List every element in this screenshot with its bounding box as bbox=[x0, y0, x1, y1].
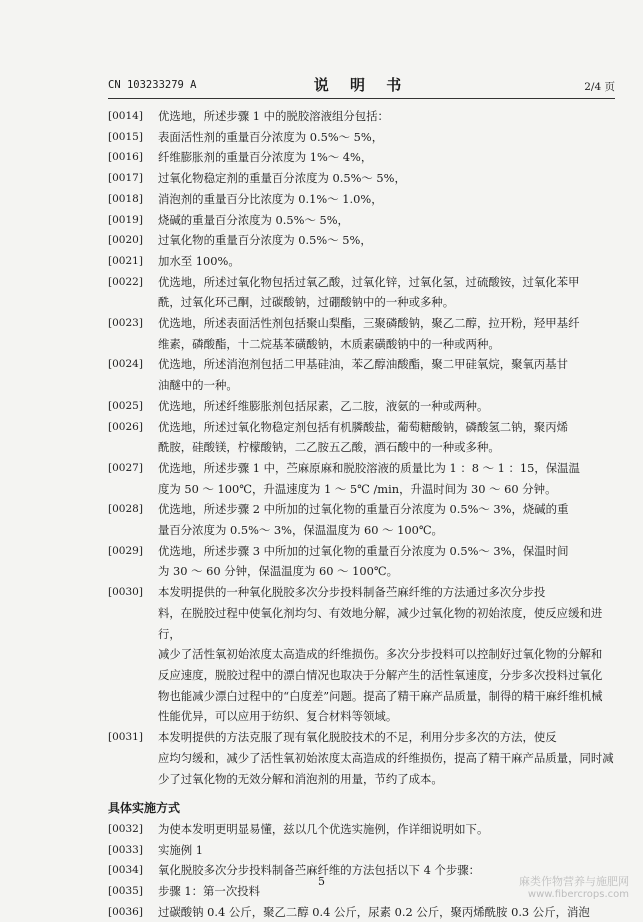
paragraph-text bbox=[158, 541, 615, 582]
text-line: 酰，过氧化环己酮，过碳酸钠，过硼酸钠中的一种或多种。 bbox=[158, 295, 455, 310]
paragraph-number: [0022] bbox=[108, 275, 143, 288]
paragraph bbox=[108, 313, 615, 354]
paragraph bbox=[108, 499, 615, 540]
paragraph-text bbox=[158, 251, 615, 272]
text-line: 少了过氧化物的无效分解和消泡剂的用量，节约了成本。 bbox=[158, 771, 443, 786]
text-line: 过碳酸钠 0.4 公斤，聚乙二醇 0.4 公斤，尿素 0.2 公斤，聚丙烯酰胺 0.3 公斤，消泡 bbox=[158, 904, 590, 919]
text-line: 应均匀缓和，减少了活性氧初始浓度太高造成的纤维损伤，提高了精干麻产品质量，同时减 bbox=[158, 750, 614, 765]
paragraph bbox=[108, 106, 615, 127]
paragraph-number: [0021] bbox=[108, 254, 143, 267]
paragraph bbox=[108, 727, 615, 789]
paragraph bbox=[108, 147, 615, 168]
text-line: 纤维膨胀剂的重量百分浓度为 1%～ 4%， bbox=[158, 150, 373, 165]
paragraph bbox=[108, 541, 615, 582]
text-line: 本发明提供的方法克服了现有氧化脱胶技术的不足，利用分步多次的方法，使反 bbox=[158, 730, 557, 745]
section-heading: 具体实施方式 bbox=[108, 801, 181, 816]
text-line: 度为 50 ～ 100℃，升温速度为 1 ～ 5℃ /min，升温时间为 30 ～ 60 分钟。 bbox=[158, 481, 557, 496]
text-line: 为 30 ～ 60 分钟，保温温度为 60 ～ 100℃。 bbox=[158, 564, 398, 579]
watermark-url: www.fibercrops.com bbox=[527, 889, 629, 900]
paragraph-number: [0030] bbox=[108, 586, 143, 599]
paragraph bbox=[108, 230, 615, 251]
paragraph-number: [0018] bbox=[108, 192, 143, 205]
paragraph-text bbox=[158, 189, 615, 210]
text-line: 减少了活性氧初始浓度太高造成的纤维损伤。多次分步投料可以控制好过氧化物的分解和 bbox=[158, 647, 603, 662]
paragraph-text bbox=[158, 499, 615, 540]
paragraph-text bbox=[158, 168, 615, 189]
paragraph-text bbox=[158, 354, 615, 395]
paragraph-number: [0036] bbox=[108, 905, 143, 918]
paragraph-text bbox=[158, 417, 615, 458]
text-line: 优选地，所述表面活性剂包括聚山梨酯，三聚磷酸钠，聚乙二醇，拉开粉，羟甲基纤 bbox=[158, 316, 580, 331]
watermark bbox=[519, 873, 629, 900]
text-line: 反应速度，脱胶过程中的漂白情况也取决于分解产生的活性氧速度，分步多次投料过氧化 bbox=[158, 667, 603, 682]
paragraph-group bbox=[108, 106, 615, 789]
paragraph-number: [0026] bbox=[108, 420, 143, 433]
text-line: 性能优异，可以应用于纺织、复合材料等领域。 bbox=[158, 709, 398, 724]
paragraph-number: [0025] bbox=[108, 399, 143, 412]
paragraph-number: [0023] bbox=[108, 317, 143, 330]
paragraph-number: [0015] bbox=[108, 130, 143, 143]
text-line: 烧碱的重量百分浓度为 0.5%～ 5%， bbox=[158, 212, 349, 227]
paragraph bbox=[108, 210, 615, 231]
paragraph-number: [0035] bbox=[108, 885, 143, 898]
watermark-title: 麻类作物营养与施肥网 bbox=[519, 875, 629, 888]
paragraph-number: [0016] bbox=[108, 151, 143, 164]
doc-title: 说 明 书 bbox=[313, 76, 410, 94]
text-line: 优选地，所述步骤 1 中，苎麻原麻和脱胶溶液的质量比为 1 ：8 ～ 1 ：15，保温温 bbox=[158, 460, 580, 475]
text-line: 优选地，所述过氧化物包括过氧乙酸，过氧化锌，过氧化氢，过硫酸铵，过氧化苯甲 bbox=[158, 274, 580, 289]
text-line: 优选地，所述步骤 2 中所加的过氧化物的重量百分浓度为 0.5%～ 3%，烧碱的重 bbox=[158, 502, 569, 517]
text-line: 实施例 1 bbox=[158, 842, 204, 857]
paragraph-number: [0017] bbox=[108, 172, 143, 185]
paragraph-number: [0027] bbox=[108, 461, 143, 474]
text-line: 优选地，所述步骤 3 中所加的过氧化物的重量百分浓度为 0.5%～ 3%，保温时间 bbox=[158, 543, 569, 558]
page-of: 2/4 页 bbox=[584, 81, 615, 93]
paragraph bbox=[108, 251, 615, 272]
paragraph-text bbox=[158, 582, 615, 727]
paragraph-group bbox=[108, 819, 615, 922]
text-line: 维素，磷酸酯，十二烷基苯磺酸钠，木质素磺酸钠中的一种或两种。 bbox=[158, 336, 500, 351]
text-line: 本发明提供的一种氧化脱胶多次分步投料制备苎麻纤维的方法通过多次分步投 bbox=[158, 585, 546, 600]
paragraph bbox=[108, 819, 615, 840]
text-line: 消泡剂的重量百分比浓度为 0.1%～ 1.0%， bbox=[158, 191, 383, 206]
paragraph bbox=[108, 189, 615, 210]
document-body bbox=[108, 106, 615, 922]
paragraph bbox=[108, 902, 615, 922]
paragraph-text bbox=[158, 127, 615, 148]
text-line: 物也能减少漂白过程中的“白度差”问题。提高了精干麻产品质量，制得的精干麻纤维机械 bbox=[158, 688, 603, 703]
paragraph-text bbox=[158, 396, 615, 417]
text-line: 过氧化物稳定剂的重量百分浓度为 0.5%～ 5%， bbox=[158, 171, 406, 186]
text-line: 步骤 1：第一次投料 bbox=[158, 884, 260, 899]
text-line: 为使本发明更明显易懂，兹以几个优选实施例，作详细说明如下。 bbox=[158, 821, 489, 836]
paragraph bbox=[108, 127, 615, 148]
paragraph bbox=[108, 582, 615, 727]
paragraph-number: [0032] bbox=[108, 822, 143, 835]
paragraph-number: [0034] bbox=[108, 864, 143, 877]
paragraph-text bbox=[158, 230, 615, 251]
header-rule bbox=[108, 98, 615, 99]
paragraph bbox=[108, 396, 615, 417]
paragraph-number: [0019] bbox=[108, 213, 143, 226]
text-line: 过氧化物的重量百分浓度为 0.5%～ 5%， bbox=[158, 233, 372, 248]
doc-number: CN 103233279 A bbox=[108, 79, 197, 91]
paragraph bbox=[108, 354, 615, 395]
text-line: 表面活性剂的重量百分浓度为 0.5%～ 5%， bbox=[158, 129, 384, 144]
paragraph bbox=[108, 272, 615, 313]
page-header bbox=[108, 77, 615, 95]
paragraph-text bbox=[158, 727, 615, 789]
paragraph-number: [0028] bbox=[108, 503, 143, 516]
paragraph-text bbox=[158, 840, 615, 861]
paragraph-number: [0029] bbox=[108, 544, 143, 557]
text-line: 料，在脱胶过程中使氧化剂均匀、有效地分解，减少过氧化物的初始浓度，使反应缓和进行， bbox=[158, 605, 603, 641]
paragraph bbox=[108, 840, 615, 861]
paragraph bbox=[108, 458, 615, 499]
paragraph-text bbox=[158, 272, 615, 313]
text-line: 优选地，所述过氧化物稳定剂包括有机膦酸盐，葡萄糖酸钠，磷酸氢二钠，聚丙烯 bbox=[158, 419, 569, 434]
text-line: 优选地，所述消泡剂包括二甲基硅油，苯乙醇油酸酯，聚二甲硅氧烷，聚氧丙基甘 bbox=[158, 357, 569, 372]
paragraph-number: [0014] bbox=[108, 110, 143, 122]
page-number: 5 bbox=[318, 875, 325, 888]
paragraph-text bbox=[158, 902, 615, 922]
text-line: 加水至 100%。 bbox=[158, 253, 240, 268]
paragraph-number: [0033] bbox=[108, 843, 143, 856]
text-line: 油醚中的一种。 bbox=[158, 378, 238, 393]
text-line: 氧化脱胶多次分步投料制备苎麻纤维的方法包括以下 4 个步骤： bbox=[158, 863, 481, 878]
text-line: 优选地，所述步骤 1 中的脱胶溶液组分包括： bbox=[158, 109, 389, 123]
paragraph-text bbox=[158, 210, 615, 231]
paragraph bbox=[108, 168, 615, 189]
paragraph-text bbox=[158, 106, 615, 127]
paragraph-text bbox=[158, 458, 615, 499]
paragraph-number: [0020] bbox=[108, 234, 143, 247]
paragraph-text bbox=[158, 819, 615, 840]
paragraph-number: [0024] bbox=[108, 358, 143, 371]
paragraph bbox=[108, 417, 615, 458]
paragraph-text bbox=[158, 147, 615, 168]
text-line: 量百分浓度为 0.5%～ 3%，保温温度为 60 ～ 100℃。 bbox=[158, 523, 443, 538]
paragraph-number: [0031] bbox=[108, 731, 143, 744]
text-line: 优选地，所述纤维膨胀剂包括尿素，乙二胺，液氨的一种或两种。 bbox=[158, 398, 489, 413]
text-line: 酰胺，硅酸镁，柠檬酸钠，二乙胺五乙酸，酒石酸中的一种或多种。 bbox=[158, 440, 500, 455]
paragraph-text bbox=[158, 313, 615, 354]
